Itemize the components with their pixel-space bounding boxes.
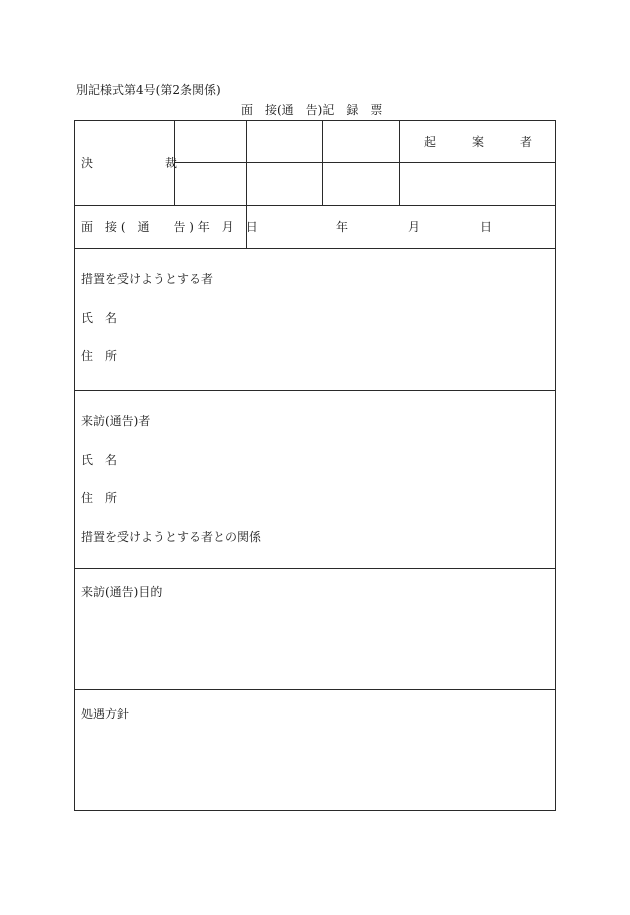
subject-address-label: 住 所 — [81, 349, 118, 363]
interview-date-label: 面 接 ( 通 告 ) 年 月 日 — [81, 220, 258, 234]
rule-purpose-bottom — [74, 689, 556, 690]
approval-middle-rule — [174, 162, 556, 163]
subject-heading: 措置を受けようとする者 — [81, 272, 214, 286]
visitor-heading: 来訪(通告)者 — [81, 414, 151, 428]
visitor-relation-label: 措置を受けようとする者との関係 — [81, 530, 262, 544]
drafter-label: 起 案 者 — [424, 135, 533, 149]
approval-label: 決 裁 — [81, 156, 178, 170]
form-number: 別記様式第4号(第2条関係) — [76, 83, 221, 97]
subject-name-label: 氏 名 — [81, 311, 118, 325]
rule-approval-bottom — [74, 205, 556, 206]
rule-subject-bottom — [74, 390, 556, 391]
approval-cell-divider-3 — [322, 120, 323, 205]
rule-date-bottom — [74, 248, 556, 249]
visitor-address-label: 住 所 — [81, 491, 118, 505]
purpose-heading: 来訪(通告)目的 — [81, 585, 163, 599]
form-title: 面 接(通 告)記 録 票 — [241, 103, 383, 117]
policy-heading: 処遇方針 — [81, 707, 130, 721]
approval-cell-divider-4 — [399, 120, 400, 205]
interview-date-value: 年 月 日 — [336, 220, 493, 234]
rule-visitor-bottom — [74, 568, 556, 569]
visitor-name-label: 氏 名 — [81, 453, 118, 467]
